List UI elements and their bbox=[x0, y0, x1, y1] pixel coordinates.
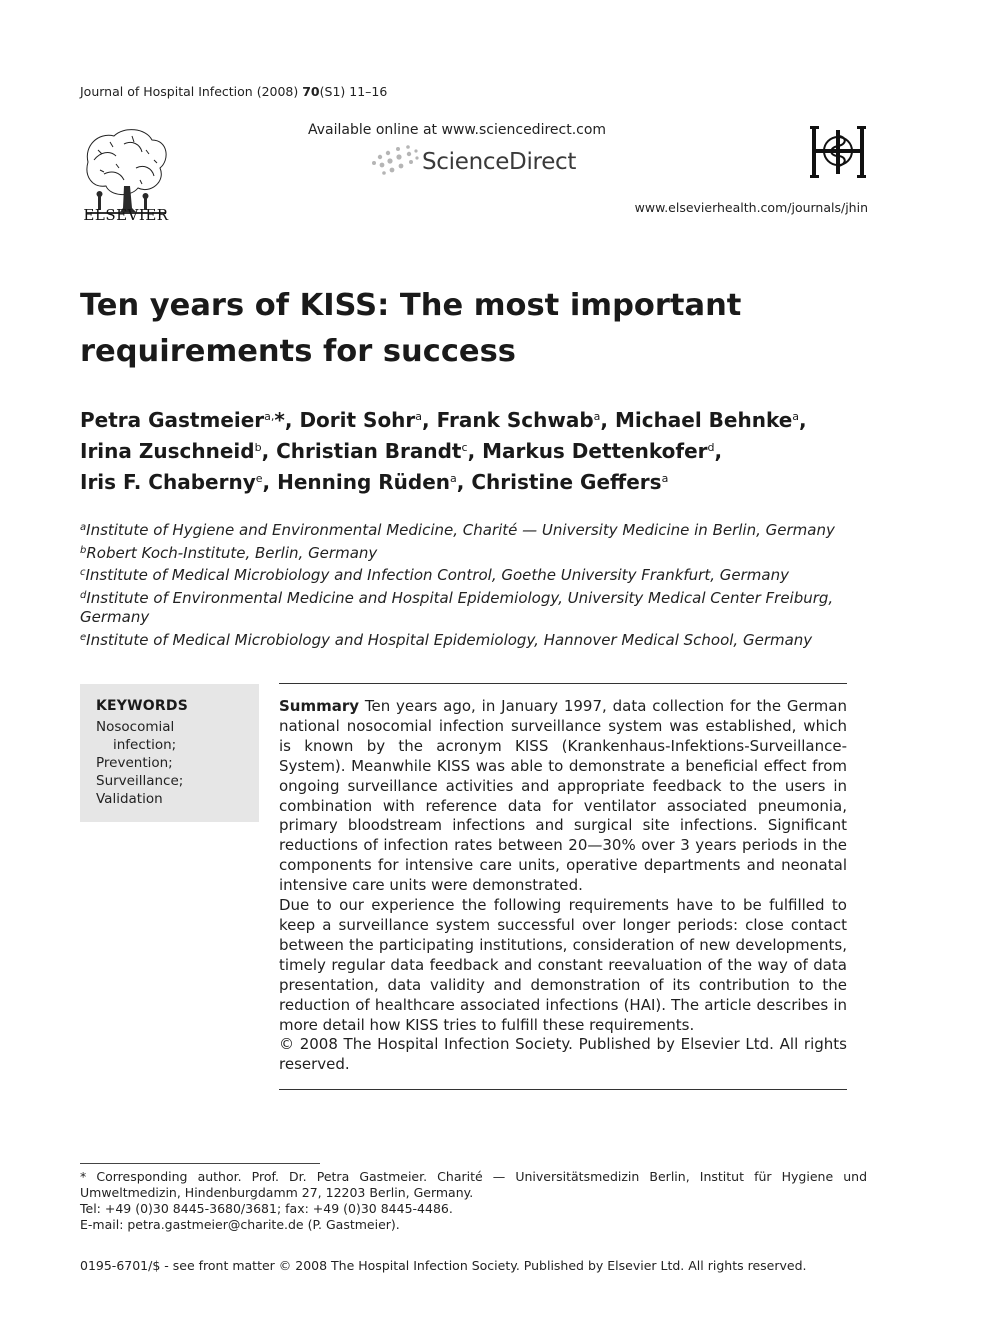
keyword-item: Validation bbox=[96, 791, 163, 807]
abstract-paragraph: Due to our experience the following requirements have to be fulfilled to keep a surveillance system successful over longer periods: close contact between the participating institutions, consideration of new developments, timely regular data feedback and constant reevaluation of the way of data presentation, data validity and demonstration of its contribution to the reduction of healthcare associated infections (HAI). The article describes in more detail how KISS tries to fulfill these requirements. bbox=[279, 896, 847, 1034]
journal-citation bbox=[80, 84, 387, 99]
sciencedirect-wordmark: ScienceDirect bbox=[422, 149, 577, 175]
author: Markus Dettenkofer$^d$, bbox=[482, 439, 723, 463]
journal-url: www.elsevierhealth.com/journals/jhin bbox=[634, 200, 868, 215]
keywords-list bbox=[96, 718, 183, 808]
affiliation: $^b$Robert Koch-Institute, Berlin, Germany bbox=[80, 543, 378, 562]
affiliation: $^e$Institute of Medical Microbiology and Hospital Epidemiology, Hannover Medical School, Germany bbox=[80, 630, 813, 649]
elsevier-wordmark: ELSEVIER bbox=[83, 206, 169, 224]
abstract-bottom-rule bbox=[279, 1089, 847, 1090]
abstract bbox=[279, 697, 847, 1075]
front-matter-line: 0195-6701/$ - see front matter © 2008 The Hospital Infection Society. Published by Elsevier Ltd. All rights reserved. bbox=[80, 1258, 807, 1273]
author: Christine Geffers$^a$ bbox=[471, 470, 669, 494]
corresponding-star: * bbox=[274, 408, 285, 432]
affiliation: $^a$Institute of Hygiene and Environmental Medicine, Charité — University Medicine in Berlin, Germany bbox=[80, 521, 835, 539]
keyword-item: infection; bbox=[113, 737, 177, 753]
journal-volume: 70 bbox=[302, 84, 320, 99]
author: Dorit Sohr$^a$, bbox=[299, 408, 437, 432]
footnote-rule bbox=[80, 1163, 320, 1164]
journal-prefix: Journal of Hospital Infection (2008) bbox=[80, 84, 303, 99]
author: Frank Schwab$^a$, bbox=[436, 408, 615, 432]
abstract-heading: Summary bbox=[279, 697, 360, 715]
abstract-paragraph: Summary Ten years ago, in January 1997, data collection for the German national nosocomial infection surveillance system was established, which is known by the acronym KISS (Krankenhaus-Infektions-Surveillance-System). Meanwhile KISS was able to demonstrate a beneficial effect from ongoing surveillance activities and appropriate feedback to the users in combination with reference data for ventilator associated pneumonia, primary bloodstream infections and surgical site infections. Significant reductions of infection rates between 20—30% over 3 years periods in the components for intensive care units, operative departments and neonatal intensive care units were demonstrated. bbox=[279, 697, 847, 895]
author-list bbox=[80, 403, 870, 496]
keywords-heading: KEYWORDS bbox=[96, 698, 188, 714]
affiliation: $^d$Institute of Environmental Medicine and Hospital Epidemiology, University Medical Center Freiburg, Germany bbox=[80, 588, 834, 627]
keyword-item: Prevention; bbox=[96, 755, 173, 771]
author: Iris F. Chaberny$^e$, bbox=[80, 470, 278, 494]
footnote bbox=[80, 1169, 867, 1233]
corresponding-author-note: * Corresponding author. Prof. Dr. Petra Gastmeier. Charité — Universitätsmedizin Berlin, Institut für Hygiene und Umweltmedizin, Hindenburgdamm 27, 12203 Berlin, Germany. bbox=[80, 1169, 867, 1200]
keyword-item: Surveillance; bbox=[96, 773, 184, 789]
affiliation-list bbox=[80, 518, 860, 651]
sciencedirect-dots-icon bbox=[368, 143, 420, 177]
author: Irina Zuschneid$^b$, bbox=[80, 439, 277, 463]
keyword-item: Nosocomial bbox=[96, 719, 175, 735]
author: Christian Brandt$^c$, bbox=[276, 439, 483, 463]
abstract-copyright: © 2008 The Hospital Infection Society. Published by Elsevier Ltd. All rights reserved. bbox=[279, 1035, 847, 1074]
available-online: Available online at www.sciencedirect.com bbox=[308, 122, 607, 138]
article-title: Ten years of KISS: The most important requirements for success bbox=[80, 288, 742, 369]
journal-issue-pages: (S1) 11–16 bbox=[319, 84, 388, 99]
author: Michael Behnke$^a$, bbox=[614, 408, 807, 432]
author: Petra Gastmeier$^{a,}$*, bbox=[80, 408, 300, 432]
contact-phone: Tel: +49 (0)30 8445-3680/3681; fax: +49 (0)30 8445-4486. bbox=[80, 1201, 453, 1216]
author: Henning Rüden$^a$, bbox=[277, 470, 472, 494]
jhi-journal-logo bbox=[808, 122, 868, 182]
contact-email: E-mail: petra.gastmeier@charite.de (P. Gastmeier). bbox=[80, 1217, 400, 1232]
abstract-top-rule bbox=[279, 683, 847, 684]
affiliation: $^c$Institute of Medical Microbiology and Infection Control, Goethe University Frankfurt, Germany bbox=[80, 566, 789, 585]
